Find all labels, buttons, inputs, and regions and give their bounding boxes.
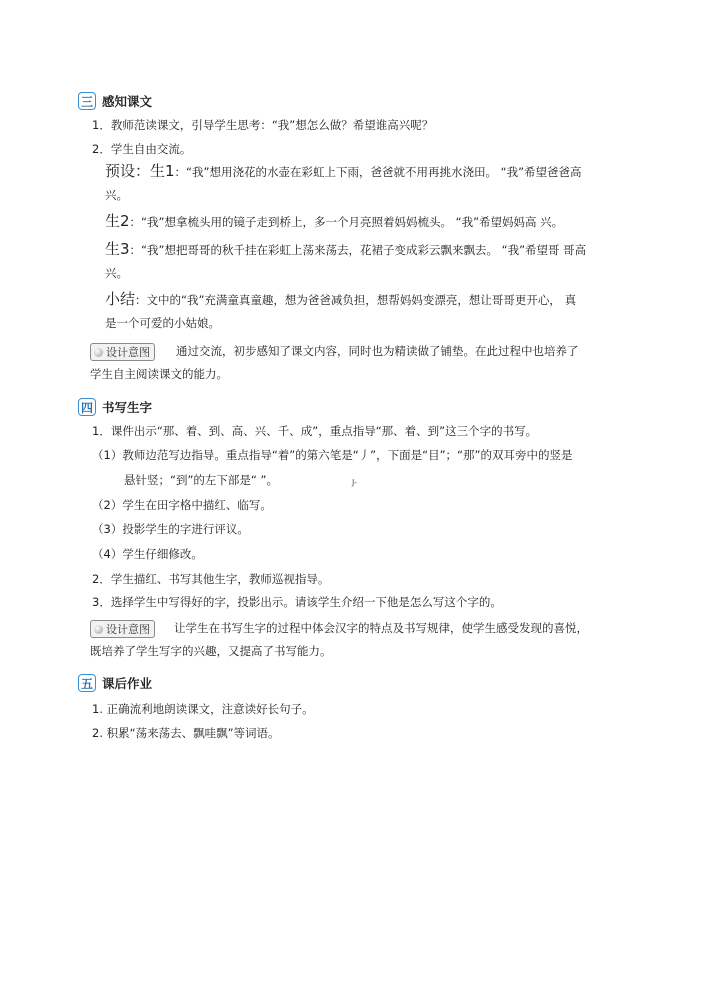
student2-text: ：“我”想拿梳头用的镜子走到桥上，多一个月亮照着妈妈梳头。 “我”希望妈妈高 兴。 — [129, 215, 564, 229]
section-3-badge: 三 — [78, 92, 96, 110]
preset-text: ：“我”想用浇花的水壶在彩虹上下雨，爸爸就不用再挑水浇田。 “我”希望爸爸高 — [174, 165, 582, 179]
s3-preset-cont: 兴。 — [105, 188, 128, 202]
s4-sub-3: （3）投影学生的字进行评议。 — [92, 522, 249, 536]
section-5-heading — [78, 674, 152, 692]
summary-text: ：文中的“我”充满童真童趣，想为爸爸减负担，想帮妈妈变漂亮，想让哥哥更开心， 真 — [135, 293, 577, 307]
s4-sub-4: （4）学生仔细修改。 — [92, 547, 203, 561]
preset-label: 预设：生1 — [105, 162, 175, 180]
s4-sub-2: （2）学生在田字格中描红、临写。 — [92, 498, 272, 512]
s3-summary-line — [105, 291, 576, 308]
section-4-badge: 四 — [78, 398, 96, 416]
section-5-title: 课后作业 — [102, 676, 153, 691]
s4-design-tag-label: 设计意图 — [106, 623, 150, 636]
s4-item-2: 2．学生描红、书写其他生字，教师巡视指导。 — [92, 572, 330, 586]
s4-design-tag — [90, 620, 155, 638]
s4-sub-1-line-2: 悬针竖；“到”的左下部是“ ”。 — [124, 473, 278, 487]
s4-item-3: 3．选择学生中写得好的字，投影出示。请该学生介绍一下他是怎么写这个字的。 — [92, 595, 502, 609]
s4-item-1: 1．课件出示“那、着、到、高、兴、千、成”，重点指导“那、着、到”这三个字的书写。 — [92, 424, 538, 438]
s3-student3-line — [105, 241, 586, 258]
s3-design-text-2: 学生自主阅读课文的能力。 — [90, 367, 228, 381]
s5-item-2: 2. 积累“荡来荡去、飘哇飘”等词语。 — [92, 726, 280, 740]
section-4-heading — [78, 398, 152, 416]
bullet-dot-icon — [94, 625, 103, 634]
s3-design-tag — [90, 343, 155, 361]
stray-mark: J- — [352, 478, 357, 487]
section-3-title: 感知课文 — [102, 94, 153, 109]
section-3-heading — [78, 92, 152, 110]
s3-student3-cont: 兴。 — [105, 266, 128, 280]
bullet-dot-icon — [94, 348, 103, 357]
s5-item-1: 1. 正确流利地朗读课文，注意读好长句子。 — [92, 702, 314, 716]
student3-text: ：“我”想把哥哥的秋千挂在彩虹上荡来荡去，花裙子变成彩云飘来飘去。 “我”希望哥 哥高 — [129, 243, 587, 257]
section-5-badge: 五 — [78, 674, 96, 692]
s3-item-1: 1．教师范读课文，引导学生思考：“我”想怎么做？希望谁高兴呢？ — [92, 118, 434, 132]
s3-preset-line — [105, 163, 582, 180]
s4-design-text-2: 既培养了学生写字的兴趣，又提高了书写能力。 — [90, 644, 332, 658]
s3-item-2: 2．学生自由交流。 — [92, 142, 192, 156]
student3-label: 生3 — [105, 240, 130, 258]
s4-sub-1-line-1: （1）教师边范写边指导。重点指导“着”的第六笔是“丿”，下面是“目”；“那”的双耳旁中的竖是 — [92, 448, 573, 462]
summary-label: 小结 — [105, 290, 136, 308]
s3-design-text-1: 通过交流，初步感知了课文内容，同时也为精读做了铺垫。在此过程中也培养了 — [176, 344, 579, 358]
section-4-title: 书写生字 — [102, 400, 153, 415]
s3-design-tag-label: 设计意图 — [106, 346, 150, 359]
s3-summary-cont: 是一个可爱的小姑娘。 — [105, 316, 220, 330]
student2-label: 生2 — [105, 212, 130, 230]
s3-student2-line — [105, 213, 563, 230]
s4-design-text-1: 让学生在书写生字的过程中体会汉字的特点及书写规律，使学生感受发现的喜悦， — [174, 621, 588, 635]
